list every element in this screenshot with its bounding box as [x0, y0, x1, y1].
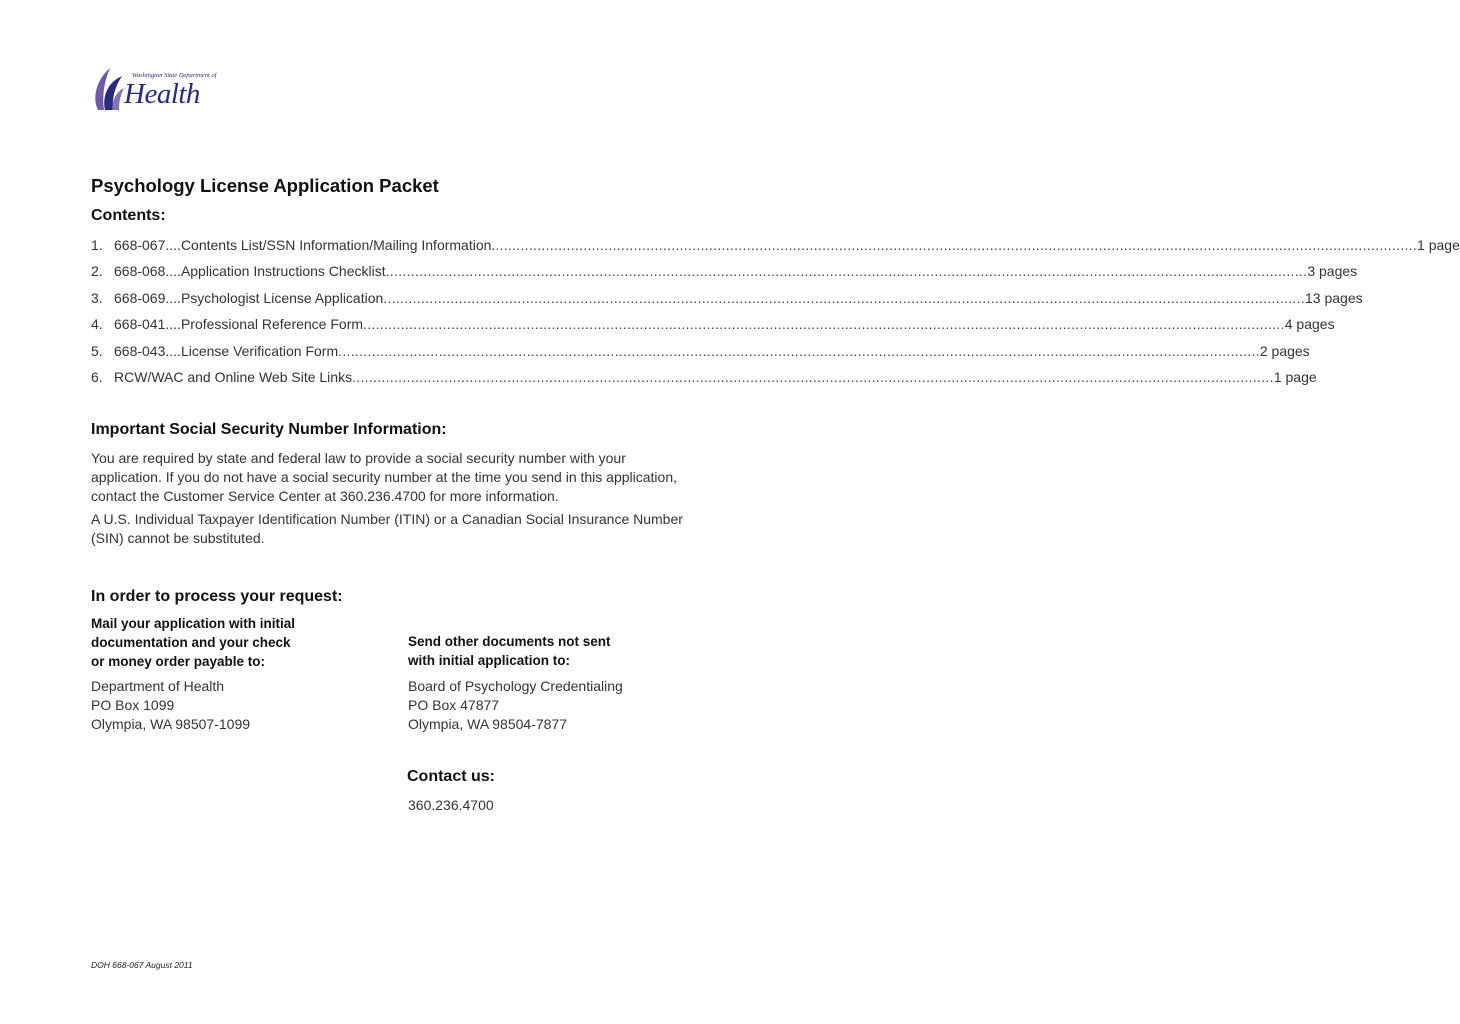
- item-number: 2.: [91, 263, 103, 280]
- item-description: 668-041....Professional Reference Form: [114, 316, 364, 333]
- doh-health-logo: [90, 58, 230, 114]
- leader-dots: ............................................................................................................................................................................................................................: [385, 263, 1308, 280]
- ssn-paragraph: You are required by state and federal law to provide a social security number with your application. If you do not have a social security number at the time you send in this application, contact the Customer Service Center at 360.236.4700 for more information.: [91, 450, 678, 504]
- leader-dots: ............................................................................................................................................................................................................................: [495, 237, 1418, 253]
- logo-wordmark: Health: [124, 78, 200, 110]
- leader-dots: ............................................................................................................................................................................................................................: [338, 342, 1260, 359]
- other-documents-heading: [408, 632, 611, 670]
- item-description: 668-069....Psychologist License Application: [114, 289, 384, 306]
- item-number: 1.: [91, 237, 103, 253]
- contents-item: [91, 236, 1460, 262]
- item-number: 4.: [91, 316, 103, 333]
- address-line: PO Box 47877: [408, 697, 500, 713]
- item-number: 6.: [91, 368, 103, 385]
- mailing-address-doh: [91, 677, 250, 734]
- item-number: 5.: [91, 342, 103, 359]
- address-line: Olympia, WA 98507-1099: [91, 716, 251, 732]
- item-description: 668-043....License Verification Form: [114, 342, 339, 359]
- item-description: 668-067....Contents List/SSN Information/Mailing Information.: [114, 237, 496, 253]
- heading-line: or money order payable to:: [91, 654, 266, 669]
- address-line: Department of Health: [91, 678, 225, 694]
- address-line: Board of Psychology Credentialing: [408, 678, 623, 694]
- contents-heading: Contents:: [91, 207, 166, 224]
- item-page-count: 4 pages: [1284, 316, 1335, 333]
- logo-subtitle: Washington State Department of: [132, 72, 217, 79]
- item-description: RCW/WAC and Online Web Site Links: [114, 368, 353, 385]
- contents-item: [91, 289, 1363, 315]
- heading-line: with initial application to:: [408, 653, 570, 668]
- ssn-paragraph-itin: A U.S. Individual Taxpayer Identification Number (ITIN) or a Canadian Social Insurance Number (SIN) cannot be substituted.: [91, 511, 683, 546]
- health-leaf-icon: [90, 58, 126, 114]
- contact-phone: 360.236.4700: [408, 797, 494, 813]
- item-page-count: 1 page: [1417, 237, 1460, 253]
- leader-dots: ............................................................................................................................................................................................................................: [352, 368, 1274, 385]
- heading-line: Mail your application with initial: [91, 616, 296, 631]
- process-heading: In order to process your request:: [91, 588, 343, 605]
- item-description: 668-068....Application Instructions Checklist: [114, 263, 386, 280]
- form-footer: DOH 668-067 August 2011: [91, 960, 193, 970]
- item-page-count: 1 page: [1273, 368, 1317, 385]
- heading-line: documentation and your check: [91, 635, 291, 650]
- leader-dots: ............................................................................................................................................................................................................................: [363, 316, 1285, 333]
- address-line: Olympia, WA 98504-7877: [408, 716, 568, 732]
- contents-item: [91, 262, 1358, 288]
- mail-application-heading: [91, 614, 295, 671]
- heading-line: Send other documents not sent: [408, 634, 611, 649]
- leader-dots: ............................................................................................................................................................................................................................: [383, 289, 1306, 306]
- item-page-count: 2 pages: [1259, 342, 1310, 359]
- contents-item: [91, 342, 1310, 368]
- page-title: Psychology License Application Packet: [91, 175, 439, 196]
- item-page-count: 3 pages: [1307, 263, 1358, 280]
- item-page-count: 13 pages: [1305, 289, 1363, 306]
- contents-list: [91, 236, 1460, 394]
- address-line: PO Box 1099: [91, 697, 175, 713]
- item-number: 3.: [91, 289, 103, 306]
- contact-heading: Contact us:: [407, 768, 495, 785]
- contents-item: [91, 368, 1317, 394]
- mailing-address-board: [408, 677, 623, 734]
- ssn-heading: Important Social Security Number Information:: [91, 421, 447, 438]
- contents-item: [91, 315, 1335, 341]
